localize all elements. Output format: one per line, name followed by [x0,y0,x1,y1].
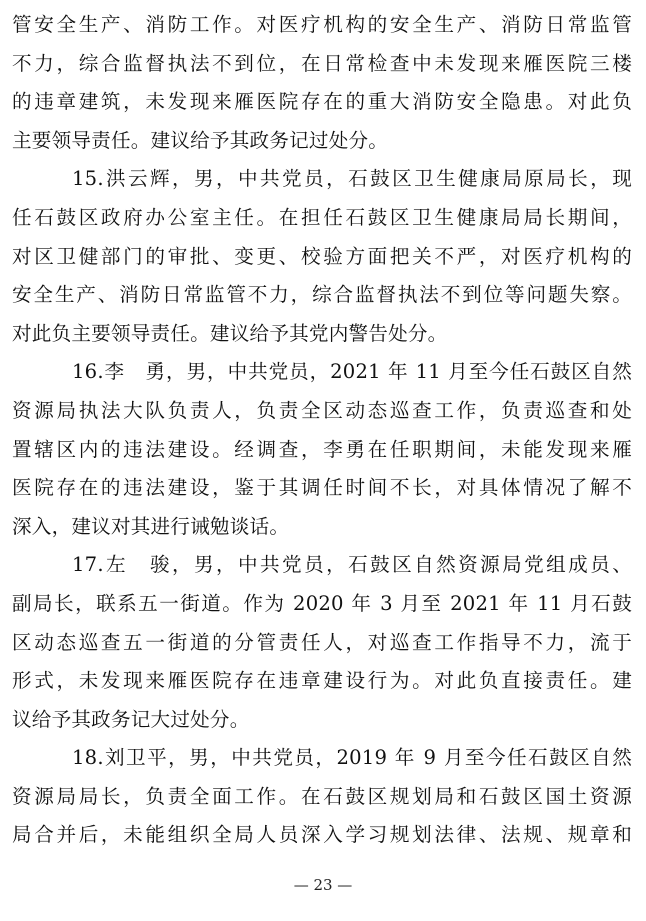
text-line: 形式，未发现来雁医院存在违章建设行为。对此负直接责任。建 [12,669,632,693]
text-line: 主要领导责任。建议给予其政务记过处分。 [12,128,389,152]
text-line: 深入，建议对其进行诫勉谈话。 [12,514,290,538]
paragraph-17-line: 17.左 骏，男，中共党员，石鼓区自然资源局党组成员、 [72,553,632,577]
text-line: 资源局局长，负责全面工作。在石鼓区规划局和石鼓区国土资源 [12,784,632,808]
text-line: 副局长，联系五一街道。作为 2020 年 3 月至 2021 年 11 月石鼓 [12,591,632,615]
document-page [12,6,632,855]
text-line: 管安全生产、消防工作。对医疗机构的安全生产、消防日常监管 [12,13,632,36]
paragraph-16-line: 16.李 勇，男，中共党员，2021 年 11 月至今任石鼓区自然 [72,360,632,384]
text-line: 的违章建筑，未发现来雁医院存在的重大消防安全隐患。对此负 [12,90,632,114]
paragraph-18-line: 18.刘卫平，男，中共党员，2019 年 9 月至今任石鼓区自然 [72,746,632,770]
text-line: 医院存在的违法建设，鉴于其调任时间不长，对具体情况了解不 [12,476,632,500]
text-line: 议给予其政务记大过处分。 [12,707,250,731]
text-line: 资源局执法大队负责人，负责全区动态巡查工作，负责巡查和处 [12,398,632,422]
text-line: 安全生产、消防日常监管不力，综合监督执法不到位等问题失察。 [12,283,632,307]
text-line: 不力，综合监督执法不到位，在日常检查中未发现来雁医院三楼 [12,51,632,75]
text-line: 对此负主要领导责任。建议给予其党内警告处分。 [12,321,448,345]
text-line: 置辖区内的违法建设。经调查，李勇在任职期间，未能发现来雁 [12,437,632,461]
paragraph-15-line: 15.洪云辉，男，中共党员，石鼓区卫生健康局原局长，现 [72,167,632,191]
text-line: 局合并后，未能组织全局人员深入学习规划法律、法规、规章和 [12,823,632,847]
page-number: — 23 — [293,876,353,894]
text-line: 对区卫健部门的审批、变更、校验方面把关不严，对医疗机构的 [12,244,632,268]
text-line: 任石鼓区政府办公室主任。在担任石鼓区卫生健康局局长期间， [12,205,632,229]
text-line: 区动态巡查五一街道的分管责任人，对巡查工作指导不力，流于 [12,630,632,654]
